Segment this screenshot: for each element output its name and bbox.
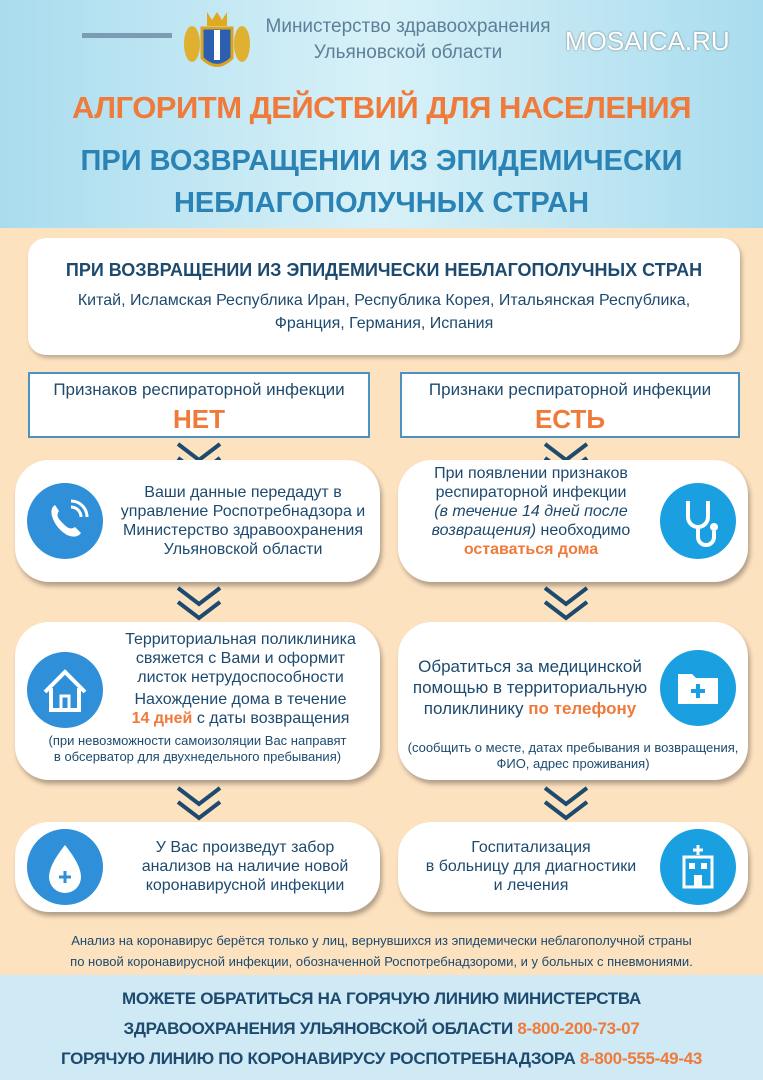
text-line: в больницу для диагностики — [425, 858, 637, 875]
arrow-down-icon — [174, 784, 224, 824]
phone-icon — [27, 483, 103, 559]
subtitle-line-1: ПРИ ВОЗВРАЩЕНИИ ИЗ ЭПИДЕМИЧЕСКИ — [80, 145, 683, 177]
highlight-14-days: 14 дней — [131, 710, 193, 727]
countries-box — [28, 238, 740, 355]
ministry-name — [258, 14, 558, 66]
arrow-down-icon — [541, 784, 591, 824]
text-line: У Вас произведут забор — [155, 839, 335, 856]
text-line: (в течение 14 дней после — [434, 503, 628, 520]
arrow-down-icon — [541, 584, 591, 624]
title-text: АЛГОРИТМ ДЕЙСТВИЙ ДЛЯ НАСЕЛЕНИЯ — [72, 90, 691, 125]
no-symptoms-label — [28, 372, 370, 438]
watermark: MOSAICA.RU — [565, 26, 730, 56]
text-line: управление Роспотребнадзора и — [120, 503, 366, 520]
symptoms-label — [400, 372, 740, 438]
note-line: ФИО, адрес проживания) — [496, 756, 650, 771]
note-line-1: Анализ на коронавирус берётся только у лиц, вернувшихся из эпидемически неблагополучной страны — [71, 933, 692, 948]
highlight-stay-home: оставаться дома — [463, 541, 599, 558]
text-line: Нахождение дома в течение — [134, 691, 347, 708]
text-line: анализов на наличие новой — [141, 858, 349, 875]
arrow-down-icon — [174, 584, 224, 624]
hotline-line-2: ЗДРАВООХРАНЕНИЯ УЛЬЯНОВСКОЙ ОБЛАСТИ — [123, 1019, 518, 1038]
ministry-line-2: Ульяновской области — [313, 42, 503, 63]
text-line: коронавирусной инфекции — [145, 877, 345, 894]
right-step-2-card — [398, 622, 748, 780]
text-line: поликлинику — [423, 699, 529, 718]
text-line: помощью в территориальную — [412, 678, 648, 697]
text-line: Обратиться за медицинской — [418, 657, 642, 676]
note-line: (сообщить о месте, датах пребывания и возвращения, — [407, 740, 739, 755]
text-line: и лечения — [493, 877, 569, 894]
text-line: Ваши данные передадут в — [144, 484, 342, 501]
note-line: (при невозможности самоизоляции Вас направят — [48, 733, 347, 748]
label-text: Признаков респираторной инфекции — [53, 380, 345, 399]
left-step-2-card — [15, 622, 380, 780]
text-line: листок нетрудоспособности — [137, 669, 344, 686]
text-line: Территориальная поликлиника — [125, 631, 356, 648]
test-note — [0, 930, 763, 972]
text-line: с даты возвращения — [192, 710, 350, 727]
left-step-1-card — [15, 460, 380, 582]
stethoscope-icon — [660, 483, 736, 559]
rospotrebnadzor-phone-link[interactable]: 8-800-555-49-43 — [579, 1049, 703, 1068]
text-line: Госпитализация — [471, 839, 591, 856]
note-line-2: по новой коронавирусной инфекции, обозначенной Роспотребнадзороми, и у больных с пневмониями. — [70, 954, 693, 969]
medical-folder-icon — [660, 650, 736, 726]
hotline-line-3: ГОРЯЧУЮ ЛИНИЮ ПО КОРОНАВИРУСУ РОСПОТРЕБНАДЗОРА — [60, 1049, 580, 1068]
hotline-line-1: МОЖЕТЕ ОБРАТИТЬСЯ НА ГОРЯЧУЮ ЛИНИЮ МИНИСТЕРСТВА — [122, 989, 641, 1008]
left-step-3-card — [15, 822, 380, 912]
text-line: Ульяновской области — [163, 541, 323, 558]
right-step-1-card — [398, 460, 748, 582]
decorative-line — [82, 33, 172, 38]
subtitle-line-2: НЕБЛАГОПОЛУЧНЫХ СТРАН — [173, 187, 590, 219]
countries-line-1: Китай, Исламская Республика Иран, Республика Корея, Итальянская Республика, — [77, 292, 691, 309]
subtitle — [0, 140, 763, 224]
countries-line-2: Франция, Германия, Испания — [274, 315, 494, 332]
highlight-by-phone: по телефону — [528, 699, 637, 718]
text-line: возвращения) — [431, 522, 537, 539]
text-line: При появлении признаков — [434, 465, 628, 482]
text-line: респираторной инфекции — [435, 484, 627, 501]
label-text: Признаки респираторной инфекции — [428, 380, 712, 399]
coat-of-arms-icon — [182, 8, 252, 78]
note-line: в обсерватор для двухнедельного пребывания) — [53, 749, 342, 764]
text-line: свяжется с Вами и оформит — [135, 650, 346, 667]
blood-drop-icon — [27, 829, 103, 905]
ministry-phone-link[interactable]: 8-800-200-73-07 — [517, 1019, 640, 1038]
main-title — [0, 90, 763, 126]
hotline-info — [0, 984, 763, 1074]
countries-heading: ПРИ ВОЗВРАЩЕНИИ ИЗ ЭПИДЕМИЧЕСКИ НЕБЛАГОПОЛУЧНЫХ СТРАН — [65, 260, 703, 280]
ministry-line-1: Министерство здравоохранения — [265, 16, 551, 37]
hospital-icon — [660, 829, 736, 905]
right-step-3-card — [398, 822, 748, 912]
status-yes: ЕСТЬ — [534, 404, 606, 434]
text-line: необходимо — [536, 522, 631, 539]
status-no: НЕТ — [173, 404, 225, 434]
text-line: Министерство здравоохранения — [123, 522, 363, 539]
